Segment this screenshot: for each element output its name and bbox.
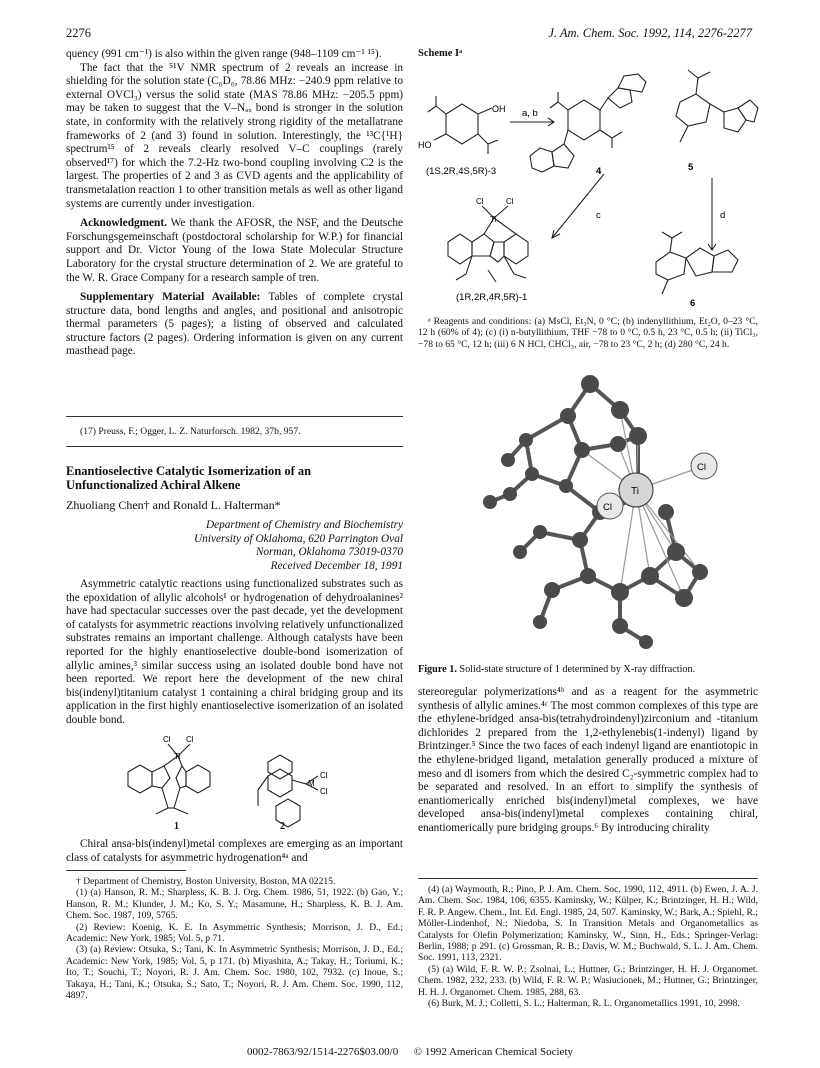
hydroxyl-label: HO: [418, 140, 432, 150]
compound-6-label: 6: [690, 298, 696, 309]
scheme-1: [418, 62, 760, 324]
reagents-a-b: a, b: [522, 108, 538, 119]
affiliation-line: Department of Chemistry and Biochemistry: [205, 519, 403, 531]
chlorine-label: Cl: [476, 197, 484, 206]
article-heading: [66, 464, 403, 573]
scheme-label: Scheme Iᵃ: [418, 48, 463, 59]
scheme-drawing: [418, 62, 760, 324]
structures-1-2: [118, 732, 358, 832]
footer-code: 0002-7863/92/1514-2276$03.00/0: [246, 1046, 399, 1058]
intro-paragraph: Asymmetric catalytic reactions using functionalized substrates such as the epoxidation of allylic alcohols¹ or hydrogenation of dehydroalanines² have had spectacular successes over the past decade, yet the development of catalysts for asymmetric reactions involving relatively unfunctionalized substrates remains an important challenge. Although catalysts have been reported for the highly enantioselective double-bond isomerization of allylic amines,³ similar success using an isolated double bond have not been reported. We report here the development of the new chiral bis(indenyl)titanium catalyst 1 containing a chiral bridging group and its application in the first highly enantioselective isomerization of an isolated double bond.: [66, 578, 403, 726]
product-name: (1R,2R,4R,5R)-1: [456, 292, 528, 303]
chlorine-label: Cl: [186, 735, 194, 744]
acknowledgment-label: Acknowledgment.: [80, 217, 167, 230]
figure-caption-text: Solid-state structure of 1 determined by X-ray diffraction.: [459, 664, 696, 675]
divider: [66, 446, 403, 447]
divider: [66, 416, 403, 417]
footnote: † Department of Chemistry, Boston University, Boston, MA 02215.: [76, 876, 336, 887]
paragraph-nmr: The fact that the ⁵¹V NMR spectrum of 2 reveals an increase in shielding for the solution state (C₆D₆, 78.86 MHz: −240.9 ppm relative to external OVCl₃) versus the solid state (MAS 78.86 MHz: −205.5 ppm) may be taken to suggest that the V–Nₐₓ bond is stronger in the solution state, in conformity with the relatively strong rigidity of the metallatrane frameworks of 2 (and 3) found in solution. Interestingly, the ¹³C{¹H} spectrum¹⁵ of 2 reveals clearly resolved V–C couplings (rarely observed¹⁷) for which the 7.2-Hz two-bond coupling involving C2 is the largest. The properties of 2 and 3 as CVD agents and the applicability of transmetalation reaction 1 to other transition metals as well as other ligand systems are currently under investigation.: [66, 61, 403, 210]
left-column-top: [66, 48, 403, 359]
page-footer: [0, 1046, 820, 1058]
footnote: (4) (a) Waymouth, R.; Pino, P. J. Am. Chem. Soc. 1990, 112, 4911. (b) Ewen, J. A. J. Am. Chem. Soc. 1984, 106, 6355. Kaminsky, W.; Külper, K.; Brintzinger, H. H.; Wild, F. R. P. Angew. Chem., Int. Ed. Engl. 1985, 24, 507. Kaminsky, W.; Bark, A.; Spiehl, R.; Möller-Lindenhof, N.; Niedoba, S. In Transition Metals and Organometallics as Catalysts for Olefin Polymerization; Kaminsky, W., Sinn, H., Eds.; Springer-Verlag: Berlin, 1988; p 291. (c) Grossman, R. B.; Davis, W. M.; Buchwald, S. L. J. Am. Chem. Soc. 1991, 113, 2321.: [418, 884, 758, 964]
left-footnotes: [66, 876, 403, 1001]
supplementary-material: [66, 291, 403, 359]
figure-1: [470, 362, 740, 652]
affiliation: [66, 519, 403, 573]
paragraph-ir: quency (991 cm⁻¹) is also within the given range (948–1109 cm⁻¹ ¹⁵).: [66, 48, 382, 60]
figure-1-caption: [418, 664, 758, 676]
starting-material-name: (1S,2R,4S,5R)-3: [426, 166, 497, 177]
footnote: (2) Review: Koenig, K. E. In Asymmetric Synthesis; Morrison, J. D., Ed.; Academic: New York, 1985; Vol. 5, p 71.: [66, 921, 403, 945]
reagent-d: d: [720, 210, 726, 221]
chlorine-atom-label: Cl: [603, 502, 612, 513]
page-number: 2276: [66, 26, 91, 40]
footnote: (1) (a) Hanson, R. M.; Sharpless, K. B. J. Org. Chem. 1986, 51, 1922. (b) Gao, Y.; Hanson, R. M.; Klunder, J. M.; Ko, S. Y.; Masamune, H.; Sharpless, K. B. J. Am. Chem. Soc. 1987, 109, 5765.: [66, 887, 403, 922]
structure-drawing: [118, 732, 358, 832]
affiliation-line: University of Oklahoma, 620 Parrington Oval: [194, 532, 403, 545]
article-authors: Zhuoliang Chen† and Ronald L. Halterman*: [66, 498, 281, 512]
paragraph-ansa: Chiral ansa-bis(indenyl)metal complexes are emerging as an important class of catalysts for asymmetric hydrogenation⁴ᵃ and: [66, 838, 403, 864]
supplementary-text: Tables of complete crystal structure data, bond lengths and angles, and positional and anisotropic thermal parameters (5 pages); a listing of observed and calculated structure factors (2 pages). Ordering information is given on any current masthead page.: [66, 291, 403, 358]
acknowledgment: [66, 217, 403, 285]
acknowledgment-text: We thank the AFOSR, the NSF, and the Deutsche Forschungsgemeinschaft (postdoctoral scholarship for W.P.) for financial support and Dr. Victor Young of the Iowa State Molecular Structure Laboratory for the crystal structure determination of 2. We are grateful to the W. R. Grace Company for a research sample of tren.: [66, 217, 403, 284]
compound-number: 2: [280, 821, 285, 832]
titanium-atom-label: Ti: [631, 486, 639, 497]
footnote-rule: [418, 878, 758, 879]
chlorine-atom-label: Cl: [697, 462, 706, 473]
hydroxyl-label: OH: [492, 104, 506, 114]
supplementary-label: Supplementary Material Available:: [80, 291, 261, 304]
titanium-label: Ti: [174, 752, 181, 761]
metal-label: M: [308, 779, 315, 788]
paragraph-polymerization: stereoregular polymerizations⁴ᵇ and as a reagent for the asymmetric synthesis of allylic amines.⁴ᶜ The most common complexes of this type are the ethylene-bridged ansa-bis(tetrahydroindenyl)zirconium and -titanium dichlorides 2 prepared from the 1,2-ethylenebis(1-indenyl) ligand by Brintzinger.⁵ Since the two faces of each indenyl ligand are enantiotopic in the ethylene-bridged ligand, metalation generally produced a mixture of meso and dl isomers from which the desired C₂-symmetric complex had to be separated and resolved. In an effort to simplify the synthesis of enantiomerically enriched bis(indenyl)metal complexes, we have developed ansa-bis(indenyl)metal complexes containing chiral, enantiomerically pure bridging groups.⁶ By introducing chirality: [418, 686, 758, 834]
figure-caption-label: Figure 1.: [418, 664, 457, 675]
footer-copyright: © 1992 American Chemical Society: [413, 1046, 573, 1058]
titanium-label: Ti: [490, 215, 497, 224]
scheme-footnote: ᵃ Reagents and conditions: (a) MsCl, Et₃N, 0 °C; (b) indenyllithium, Et₂O, 0–23 °C, 12 h (60% of 4); (c) (i) n-butyllithium, THF −78 to 0 °C, 0.5 h, 23 °C, 0.5 h; (ii) TiCl₃, −78 to 65 °C, 12 h; (iii) 6 N HCl, CHCl₃, air, −78 to 23 °C, 2 h; (d) 280 °C, 24 h.: [418, 316, 758, 350]
right-footnotes: [418, 884, 758, 1009]
received-date: Received December 18, 1991: [270, 559, 403, 572]
chlorine-label: Cl: [506, 197, 514, 206]
article-title: Enantioselective Catalytic Isomerization of an Unfunctionalized Achiral Alkene: [66, 464, 312, 492]
footnote: (5) (a) Wild, F. R. W. P.; Zsolnai, L.; Huttner, G.; Brintzinger, H. H. J. Organomet. Chem. 1982, 232, 233. (b) Wild, F. R. W. P.; Wasiucionek, M.; Huttner, G.; Brintzinger, H. H. J. Organomet. Chem. 1985, 288, 63.: [418, 963, 758, 998]
chlorine-label: Cl: [320, 771, 328, 780]
footnote: (3) (a) Review: Otsuka, S.; Tani, K. In Asymmetric Synthesis; Morrison, J. D., Ed.; Academic: New York, 1985; Vol. 5, p 171. (b) Miyashita, A.; Takay, H.; Toriumi, K.; Ito, T.; Souchi, T.; Noyori, R. J. Am. Chem. Soc. 1980, 102, 7932. (c) Inoue, S.; Takaya, H.; Tani, K.; Otsuka, S.; Sato, T.; Noyori, R. J. Am. Chem. Soc. 1990, 112, 4897.: [66, 944, 403, 1002]
chlorine-label: Cl: [163, 735, 171, 744]
chlorine-label: Cl: [320, 787, 328, 796]
footnote: (6) Burk, M. J.; Colletti, S. L.; Halterman, R. L. Organometallics 1991, 10, 2998.: [428, 998, 740, 1010]
running-header: J. Am. Chem. Soc. 1992, 114, 2276-2277: [548, 26, 752, 40]
affiliation-line: Norman, Oklahoma 73019-0370: [255, 546, 403, 559]
compound-5-label: 5: [688, 162, 694, 173]
compound-4-label: 4: [596, 166, 602, 177]
reagent-c: c: [596, 210, 601, 221]
compound-number: 1: [174, 821, 179, 832]
footnote-rule: [66, 870, 186, 871]
reference-17: (17) Preuss, F.; Ogger, L. Z. Naturforsch. 1982, 37b, 957.: [80, 426, 301, 437]
crystal-structure-drawing: [470, 362, 740, 652]
